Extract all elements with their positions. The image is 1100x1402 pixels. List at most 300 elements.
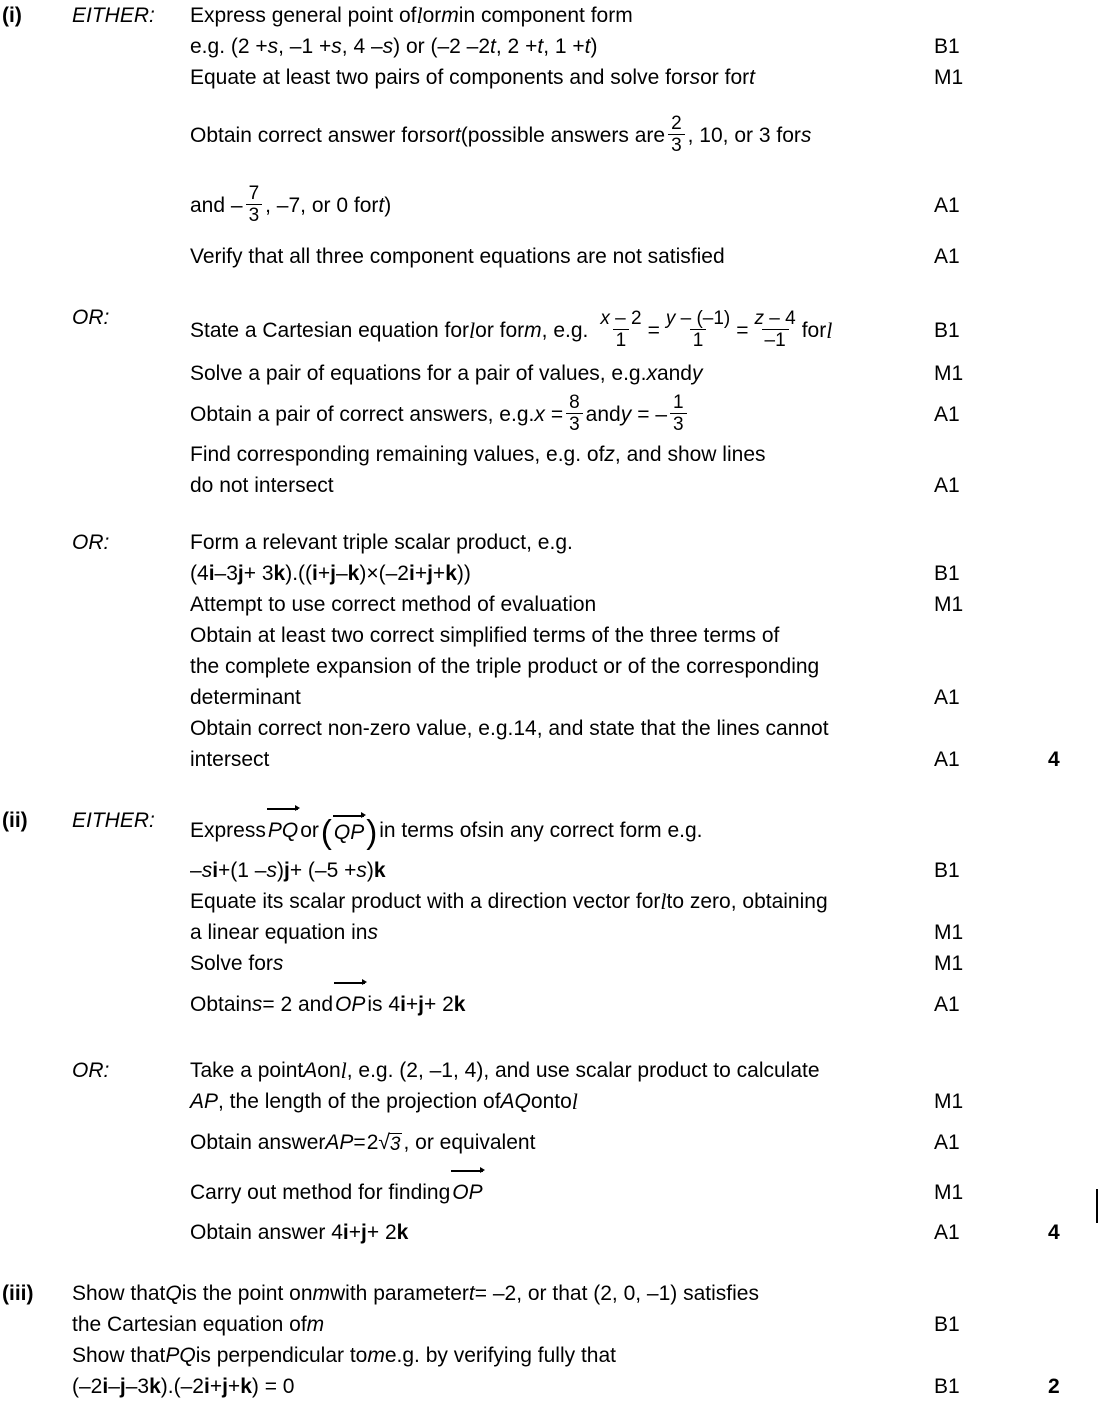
line-text: is the point on (181, 1282, 313, 1305)
variable-y: y (620, 402, 632, 426)
segment-PQ: PQ (165, 1344, 196, 1367)
line-text: , 2 + (495, 35, 538, 58)
line-text: Show that (72, 1344, 166, 1367)
solution-block-iii (0, 1278, 1100, 1402)
alternative-block-ii-or (0, 1055, 1100, 1248)
mark-blank (1048, 651, 1100, 682)
line-text: Obtain answer (190, 1130, 326, 1154)
line-text: or (422, 4, 442, 27)
line-text: Find corresponding remaining values, e.g. of (190, 443, 605, 466)
line-text: = 2 and (262, 992, 334, 1016)
fraction-two-thirds (668, 113, 685, 156)
variable-s: s (382, 35, 394, 58)
line-text: +(1 – (218, 859, 267, 882)
total-mark-value: 4 (1048, 1221, 1060, 1244)
line-text: + (405, 992, 419, 1016)
line-text: Obtain correct answer for (190, 123, 426, 147)
line-text: ) or (–2 –2 (393, 35, 491, 58)
variable-m: m (312, 1282, 331, 1305)
fraction-numerator: z – 4 (754, 307, 796, 329)
line-text: ) (366, 859, 374, 882)
line-text: –3 (125, 1375, 150, 1398)
line-text: , –7, or 0 for (265, 193, 379, 217)
unit-vector-i: i (342, 1221, 349, 1244)
fraction-denominator: 3 (246, 204, 263, 226)
mark-blank (934, 1278, 1040, 1309)
line-text: + 3 (243, 562, 274, 585)
alternative-keyword-or: OR: (72, 1059, 110, 1082)
line-text: ).(( (285, 562, 313, 585)
line-text: in component form (458, 4, 633, 27)
unit-vector-j: j (418, 992, 425, 1016)
solution-body-i-or1 (190, 302, 928, 501)
variable-s: s (272, 952, 284, 975)
fraction-numerator: x – 2 (600, 307, 642, 329)
mark-code: A1 (934, 193, 960, 217)
fraction-numerator: 1 (673, 391, 684, 413)
line-text: , and show lines (614, 443, 766, 466)
vector-qp: QP (333, 820, 365, 844)
line-text: + (432, 562, 446, 585)
solution-line: determinant (190, 686, 301, 709)
question-part-ii (0, 805, 1100, 1248)
variable-s: s (267, 35, 279, 58)
mark-code: M1 (934, 593, 964, 616)
mark-blank (934, 805, 1040, 855)
line-text: + (209, 1375, 223, 1398)
solution-line (190, 1086, 920, 1117)
solution-line: Verify that all three component equations are not satisfied (190, 245, 725, 268)
unit-vector-j: j (237, 562, 244, 585)
fraction-x-minus-2-over-1 (597, 308, 644, 351)
variable-s: s (266, 859, 277, 882)
alternative-block-i-or1 (0, 302, 1100, 501)
solution-line: Form a relevant triple scalar product, e.g. (190, 531, 573, 554)
variable-m: m (441, 4, 459, 27)
line-text: Solve for (190, 952, 273, 975)
unit-vector-i: i (208, 562, 215, 585)
line-text: (possible answers are (460, 123, 666, 147)
solution-line (72, 1340, 920, 1371)
line-text: (–2 (72, 1375, 103, 1398)
variable-l: l (571, 1089, 578, 1114)
line-text: ) = 0 (251, 1375, 295, 1398)
line-text: , 10, or 3 for (687, 123, 801, 147)
mark-column-iii (928, 1278, 1040, 1402)
line-text: or for (475, 318, 525, 342)
mark-code: B1 (934, 1313, 960, 1336)
mark-code: A1 (934, 1130, 960, 1154)
line-text: for (801, 318, 827, 342)
total-mark-column-i (1040, 527, 1100, 775)
mark-blank (934, 439, 1040, 470)
segment-AQ: AQ (500, 1090, 531, 1113)
line-text: is perpendicular to (195, 1344, 368, 1367)
line-text: in terms of (379, 818, 478, 842)
part-label-i: (i) (2, 4, 22, 27)
unit-vector-j: j (427, 562, 433, 585)
line-text: Equate its scalar product with a direction vector for (190, 890, 661, 913)
mark-code: B1 (934, 859, 960, 882)
line-text: )×(–2 (359, 562, 409, 585)
right-paren: ) (366, 813, 378, 850)
line-text: – (108, 1375, 120, 1398)
total-mark-value: 2 (1048, 1375, 1060, 1398)
line-text: onto (530, 1090, 572, 1113)
variable-t: t (584, 35, 591, 58)
fraction-seven-thirds (246, 183, 263, 226)
alternative-keyword-either: EITHER: (72, 4, 155, 27)
equals-sign: = (647, 318, 660, 342)
equals-sign: = (736, 318, 749, 342)
solution-line (72, 1309, 920, 1340)
mark-code: B1 (934, 1375, 960, 1398)
mark-blank (1048, 682, 1100, 713)
solution-line (190, 302, 920, 358)
variable-s: s (331, 35, 342, 58)
solution-line (190, 107, 920, 163)
fraction-y-minus-neg1-over-1 (663, 308, 733, 351)
unit-vector-i: i (408, 562, 415, 585)
variable-z: z (604, 443, 615, 466)
mark-blank (1048, 1167, 1100, 1217)
mark-blank (1048, 1055, 1100, 1086)
equals-sign: = – (637, 402, 667, 426)
variable-m: m (367, 1344, 385, 1367)
mark-code: A1 (934, 245, 960, 268)
mark-code: A1 (934, 402, 960, 426)
line-text: + 2 (424, 992, 454, 1016)
mark-blank (1048, 1086, 1100, 1117)
solution-line (190, 917, 920, 948)
solution-body-iii (72, 1278, 928, 1402)
line-text: Show that (72, 1282, 166, 1305)
unit-vector-k: k (273, 562, 286, 585)
line-text: on (317, 1059, 341, 1082)
total-mark-value: 4 (1048, 748, 1060, 771)
mark-blank (1048, 589, 1100, 620)
unit-vector-j: j (222, 1375, 228, 1398)
solution-line (190, 1117, 920, 1167)
equals-sign: = (550, 402, 564, 426)
unit-vector-k: k (240, 1375, 252, 1398)
vector-pq: PQ (267, 815, 299, 846)
point-label-Q: Q (165, 1282, 182, 1305)
solution-line (190, 0, 920, 31)
solution-line (190, 1217, 920, 1248)
solution-line (190, 558, 920, 589)
line-text: )) (456, 562, 471, 585)
mark-blank (1048, 1117, 1100, 1167)
total-mark-column-ii (1040, 1055, 1100, 1248)
solution-line: intersect (190, 748, 270, 771)
line-text: ).(–2 (160, 1375, 204, 1398)
line-text: to zero, obtaining (666, 890, 828, 913)
line-text: = –2, or that (2, 0, –1) satisfies (474, 1282, 759, 1305)
mark-blank (1048, 620, 1100, 651)
mark-column-i-either (928, 0, 1040, 272)
line-text: Equate at least two pairs of components and solve for (190, 66, 690, 89)
fraction-numerator: 7 (248, 182, 260, 204)
solution-line (190, 358, 920, 389)
line-text: ) (384, 193, 392, 217)
mark-code: B1 (934, 318, 960, 342)
solution-line (72, 1371, 920, 1402)
variable-s: s (367, 921, 378, 944)
solution-line: Attempt to use correct method of evaluation (190, 593, 597, 616)
unit-vector-j: j (119, 1375, 126, 1398)
alternative-block-ii-either (0, 805, 1100, 1029)
mark-blank (934, 0, 1040, 31)
variable-s: s (800, 123, 812, 147)
solution-body-ii-or (190, 1055, 928, 1248)
line-text: and – (190, 193, 243, 217)
variable-x: x (534, 402, 545, 426)
mark-code: A1 (934, 474, 960, 497)
variable-t: t (490, 35, 496, 58)
vector-op: OP (334, 989, 366, 1020)
mark-blank (1048, 713, 1100, 744)
alternative-keyword-either: EITHER: (72, 809, 155, 832)
line-text: with parameter (330, 1282, 469, 1305)
solution-line (190, 62, 920, 93)
question-part-iii (0, 1278, 1100, 1402)
total-mark-column-iii (1040, 1278, 1100, 1402)
mark-blank (934, 107, 1040, 163)
part-label-iii: (iii) (2, 1282, 34, 1305)
line-text: in any correct form e.g. (487, 818, 703, 842)
variable-z: z (754, 307, 765, 329)
variable-y: y (692, 362, 703, 385)
line-text: Obtain a pair of correct answers, e.g. (190, 402, 535, 426)
line-text: the Cartesian equation of (72, 1313, 307, 1336)
solution-line (190, 1055, 920, 1086)
line-text: ) (276, 859, 284, 882)
solution-line (190, 948, 920, 979)
mark-code: M1 (934, 1180, 964, 1204)
variable-t: t (537, 35, 544, 58)
mark-column-i-or1 (928, 302, 1040, 501)
line-text: Take a point (190, 1059, 304, 1082)
fraction-numerator: y – (–1) (665, 307, 731, 329)
mark-blank (934, 886, 1040, 917)
unit-vector-i: i (312, 562, 318, 585)
fraction-one-third (670, 392, 687, 435)
unit-vector-j: j (283, 859, 290, 882)
mark-column-i-or2 (928, 527, 1040, 775)
line-text: , e.g. (541, 318, 589, 342)
alternative-keyword-or: OR: (72, 531, 110, 554)
mark-blank (934, 620, 1040, 651)
variable-l: l (469, 317, 476, 343)
part-label-ii: (ii) (2, 809, 28, 832)
variable-s: s (689, 66, 701, 89)
radicand: 3 (389, 1133, 401, 1155)
variable-s: s (477, 818, 488, 842)
alternative-block-i-or2 (0, 527, 1100, 775)
variable-s: s (425, 123, 437, 147)
variable-t: t (749, 66, 755, 89)
line-text: a linear equation in (190, 921, 368, 944)
solution-line (190, 855, 920, 886)
solution-line (190, 439, 920, 470)
line-text: + (317, 562, 331, 585)
line-text: Express general point of (190, 4, 417, 27)
unit-vector-k: k (373, 859, 386, 882)
mark-code: M1 (934, 1090, 964, 1113)
line-text: – (335, 562, 348, 585)
mark-column-ii-or (928, 1055, 1040, 1248)
mark-blank (934, 1055, 1040, 1086)
line-text: or for (700, 66, 750, 89)
line-text: – (190, 859, 202, 882)
mark-blank (1048, 558, 1100, 589)
variable-y: y (665, 307, 676, 329)
unit-vector-j: j (330, 562, 336, 585)
fraction-denominator: 1 (613, 329, 630, 351)
unit-vector-j: j (361, 1221, 367, 1244)
solution-line (190, 886, 920, 917)
mark-blank (1048, 527, 1100, 558)
line-text: –3 (214, 562, 238, 585)
mark-blank (934, 651, 1040, 682)
solution-body-ii-either (190, 805, 928, 1029)
unit-vector-k: k (445, 562, 457, 585)
variable-l: l (826, 317, 833, 343)
unit-vector-k: k (149, 1375, 161, 1398)
mark-code: A1 (934, 1221, 960, 1244)
variable-s: s (251, 992, 263, 1016)
alternative-block-i-either (0, 0, 1100, 272)
radical-two-root-three (366, 1130, 403, 1155)
unit-vector-i: i (212, 859, 219, 882)
unit-vector-k: k (347, 562, 360, 585)
mark-blank (934, 1340, 1040, 1371)
fraction-denominator: 1 (690, 329, 707, 351)
unit-vector-i: i (400, 992, 406, 1016)
line-text: , or equivalent (403, 1130, 536, 1154)
solution-line (72, 1278, 920, 1309)
line-text: + (227, 1375, 241, 1398)
fraction-numerator: 8 (569, 391, 580, 413)
solution-line (190, 805, 920, 855)
solution-line: do not intersect (190, 474, 334, 497)
line-text: = (353, 1130, 366, 1154)
fraction-denominator: –1 (762, 329, 789, 351)
fraction-denominator: 3 (668, 134, 685, 156)
mark-blank (1048, 1340, 1100, 1371)
variable-t: t (468, 1282, 475, 1305)
line-text: + (348, 1221, 362, 1244)
mark-column-ii-either (928, 805, 1040, 1029)
unit-vector-i: i (203, 1375, 210, 1398)
unit-vector-k: k (453, 992, 466, 1016)
left-paren: ( (320, 813, 332, 850)
line-text: e.g. by verifying fully that (384, 1344, 616, 1367)
line-text: Obtain (190, 992, 252, 1016)
line-text: + 2 (366, 1221, 397, 1244)
mark-code: A1 (934, 992, 960, 1016)
line-text: , 1 + (543, 35, 585, 58)
line-text: , –1 + (278, 35, 332, 58)
solution-line: the complete expansion of the triple product or of the corresponding (190, 655, 820, 678)
variable-s: s (201, 859, 213, 882)
solution-line (190, 1167, 920, 1217)
line-text: , 4 – (341, 35, 383, 58)
solution-body-i-or2 (190, 527, 928, 775)
variable-t: t (454, 123, 461, 147)
line-text: Express (190, 818, 266, 842)
variable-l: l (416, 3, 423, 28)
variable-l: l (340, 1058, 347, 1083)
mark-code: M1 (934, 921, 964, 944)
mark-code: M1 (934, 66, 964, 89)
line-text: Solve a pair of equations for a pair of values, e.g. (190, 362, 647, 385)
line-text: is 4 (367, 992, 401, 1016)
fraction-numerator: 2 (671, 112, 682, 134)
line-text: or (300, 818, 319, 842)
solution-line (190, 389, 920, 439)
radical-coefficient: 2 (366, 1130, 379, 1154)
mark-code: M1 (934, 952, 964, 975)
mark-blank (934, 713, 1040, 744)
fraction-eight-thirds (566, 392, 583, 435)
line-text: , e.g. (2, –1, 4), and use scalar product to calculate (346, 1059, 820, 1082)
solution-line (190, 979, 920, 1029)
solution-line (190, 31, 920, 62)
line-text: Carry out method for finding (190, 1180, 451, 1204)
line-text: State a Cartesian equation for (190, 318, 470, 342)
line-text: and (656, 362, 692, 385)
line-text: (4 (190, 562, 209, 585)
variable-t: t (378, 193, 385, 217)
alternative-keyword-or: OR: (72, 306, 110, 329)
variable-x: x (646, 362, 657, 385)
variable-s: s (356, 859, 367, 882)
line-text: e.g. (2 + (190, 35, 268, 58)
fraction-z-minus-4-over-neg1 (752, 308, 799, 351)
line-text: , the length of the projection of (218, 1090, 501, 1113)
segment-AP: AP (190, 1090, 219, 1113)
mark-blank (1048, 1309, 1100, 1340)
mark-blank (1048, 1278, 1100, 1309)
solution-line (190, 177, 920, 233)
unit-vector-k: k (396, 1221, 409, 1244)
unit-vector-i: i (102, 1375, 109, 1398)
mark-code: B1 (934, 35, 960, 58)
mark-code: A1 (934, 748, 960, 771)
line-text: + (–5 + (289, 859, 357, 882)
fraction-denominator: 3 (670, 413, 687, 435)
solution-body-i-either (190, 0, 928, 272)
radical-sign: √ (378, 1130, 390, 1154)
page-edge-rule (1096, 1189, 1098, 1223)
fraction-denominator: 3 (566, 413, 583, 435)
line-text: Obtain answer 4 (190, 1221, 343, 1244)
variable-x: x (600, 307, 610, 329)
mark-code: B1 (934, 562, 960, 585)
vector-qp-parenthesized (320, 813, 378, 850)
mark-blank (934, 527, 1040, 558)
variable-m: m (306, 1313, 325, 1336)
mark-code: A1 (934, 686, 960, 709)
variable-m: m (524, 318, 542, 342)
mark-code: M1 (934, 362, 964, 385)
segment-AP: AP (325, 1130, 354, 1154)
solution-line: Obtain at least two correct simplified terms of the three terms of (190, 624, 780, 647)
line-text: or (436, 123, 455, 147)
line-text: ) (590, 35, 598, 58)
